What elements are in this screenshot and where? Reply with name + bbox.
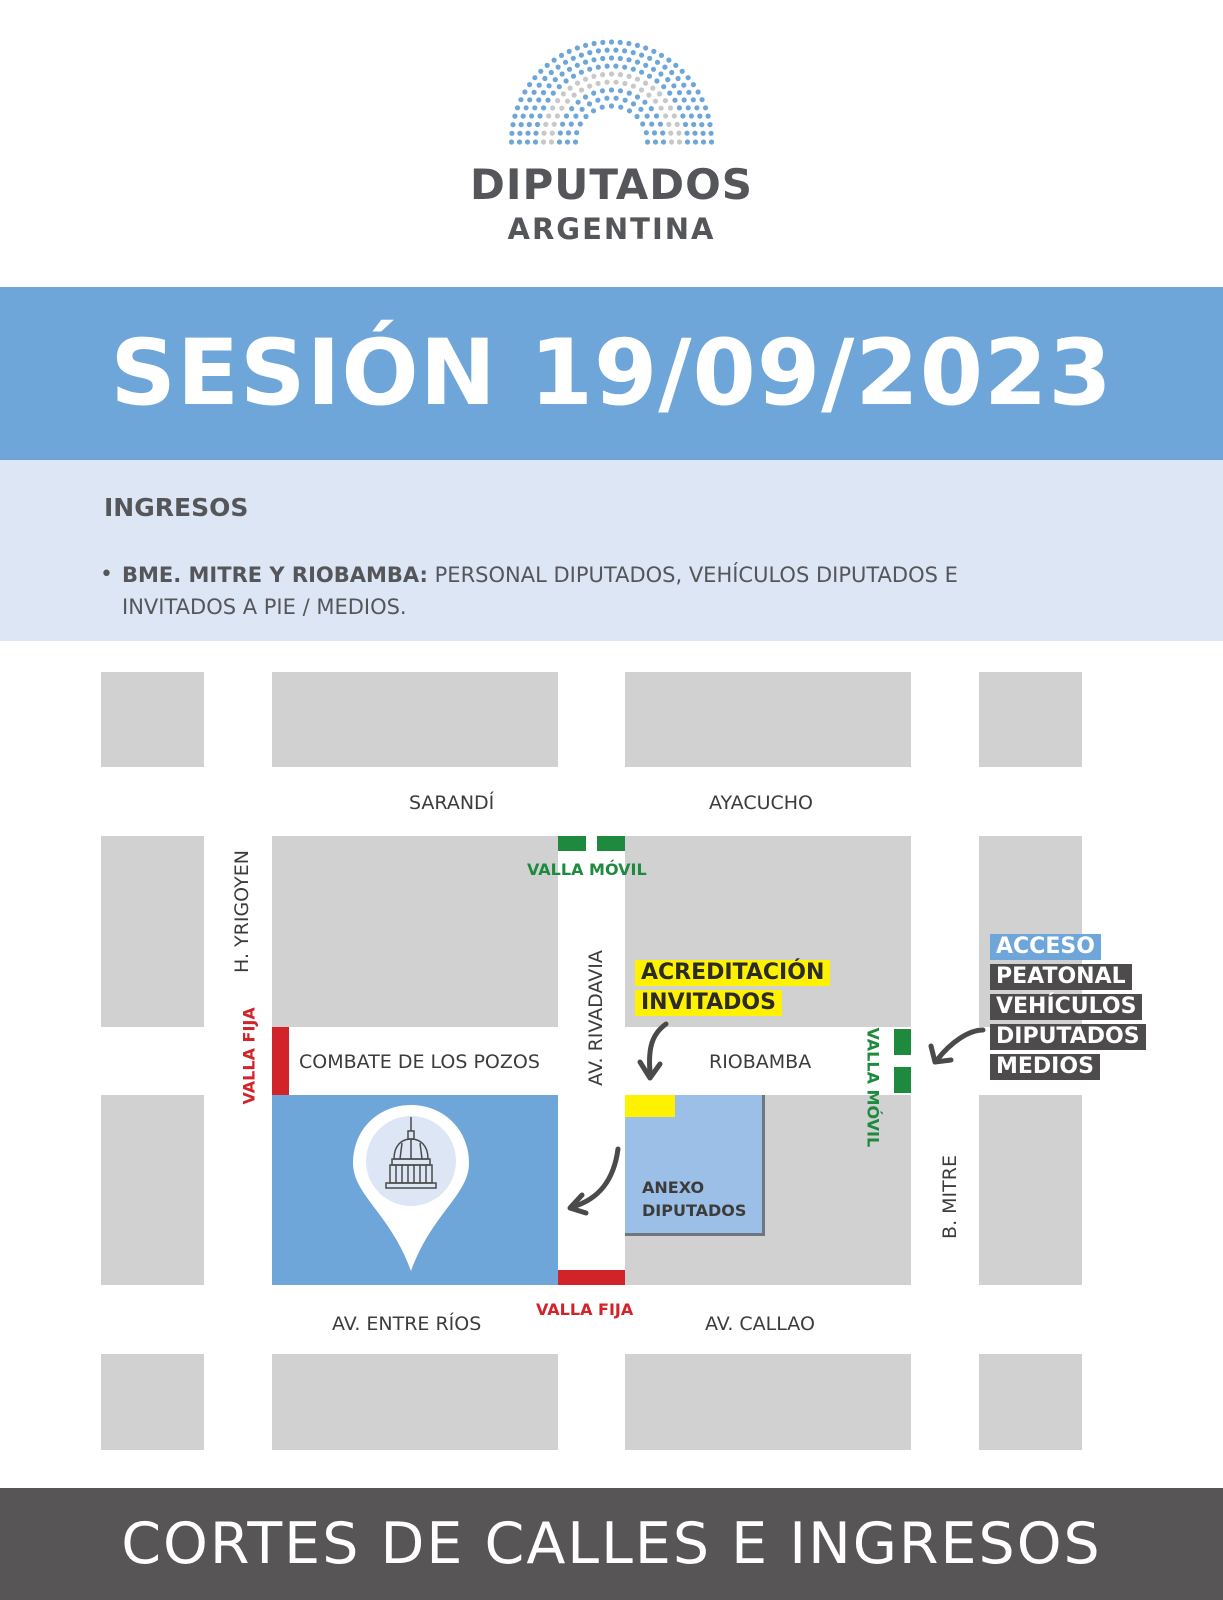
- logo-dot: [697, 114, 702, 119]
- logo-dot: [591, 91, 596, 96]
- acreditacion-label: [635, 958, 830, 1018]
- logo-dot: [626, 41, 631, 46]
- logo-dot: [560, 122, 565, 127]
- logo-dot: [532, 75, 537, 80]
- logo-dot: [673, 63, 678, 68]
- logo-dot: [683, 122, 688, 127]
- logo-dot: [659, 106, 664, 111]
- logo-dot: [622, 48, 627, 53]
- logo-dot: [522, 89, 527, 94]
- logo-dot: [575, 81, 580, 86]
- logo-dot: [653, 139, 658, 144]
- logo-dot: [692, 131, 697, 136]
- logo-dot: [618, 56, 623, 61]
- logo-dot: [627, 108, 632, 113]
- logo-dot: [596, 48, 601, 53]
- logo-dot: [571, 74, 576, 79]
- street-sarandi: SARANDÍ: [409, 792, 495, 814]
- logo-dot: [541, 105, 546, 110]
- logo-dot: [614, 96, 619, 101]
- logo-dot: [654, 78, 659, 83]
- acceso-item-vehiculos: VEHÍCULOS: [990, 994, 1142, 1020]
- logo-dot: [635, 60, 640, 65]
- logo-dot: [591, 74, 596, 79]
- logo-dot: [682, 97, 687, 102]
- logo-dot: [510, 122, 515, 127]
- block: [272, 1354, 558, 1450]
- logo-dot: [527, 97, 532, 102]
- logo-dot: [668, 105, 673, 110]
- logo-dot: [605, 64, 610, 69]
- logo-dot: [600, 40, 605, 45]
- logo-dot: [639, 53, 644, 58]
- street-mitre: B. MITRE: [939, 1155, 961, 1239]
- street-entre-rios: AV. ENTRE RÍOS: [332, 1313, 482, 1335]
- logo-dot: [533, 131, 538, 136]
- logo-dot: [538, 113, 543, 118]
- logo-dot: [676, 76, 681, 81]
- logo-dot: [549, 70, 554, 75]
- logo-dot: [618, 72, 623, 77]
- logo-dot: [659, 53, 664, 58]
- logo-dot: [686, 75, 691, 80]
- logo-dot: [631, 101, 636, 106]
- logo-dot: [565, 139, 570, 144]
- logo-dot: [515, 105, 520, 110]
- logo-dot: [559, 106, 564, 111]
- logo-dot: [573, 139, 578, 144]
- logo-dot: [677, 90, 682, 95]
- logo-dot: [546, 113, 551, 118]
- valla-movil-barrier-right-bottom: [894, 1067, 911, 1093]
- logo-dot: [651, 49, 656, 54]
- logo-dot: [655, 60, 660, 65]
- logo-dot: [709, 131, 714, 136]
- logo-dot: [609, 71, 614, 76]
- logo-dot: [652, 130, 657, 135]
- logo-dot: [575, 63, 580, 68]
- logo-dot: [517, 139, 522, 144]
- logo-dot: [681, 83, 686, 88]
- block: [101, 1354, 204, 1450]
- logo-dot: [519, 122, 524, 127]
- logo-dot: [569, 106, 574, 111]
- logo-dot: [639, 70, 644, 75]
- ingresos-heading: INGRESOS: [104, 493, 249, 522]
- logo-dot: [701, 131, 706, 136]
- logo-dot: [591, 108, 596, 113]
- logo-dot: [583, 114, 588, 119]
- logo-dot: [563, 60, 568, 65]
- logo-dot: [676, 131, 681, 136]
- valla-movil-barrier-right-top: [894, 1029, 911, 1055]
- ingresos-item-description: PERSONAL DIPUTADOS, VEHÍCULOS DIPUTADOS E INVITADOS A PIE / MEDIOS.: [122, 563, 958, 619]
- logo-dot: [647, 74, 652, 79]
- logo-dot: [543, 122, 548, 127]
- logo-dot: [575, 45, 580, 50]
- logo-dot: [604, 80, 609, 85]
- block: [101, 836, 204, 1027]
- logo-dot: [694, 105, 699, 110]
- logo-dot: [525, 131, 530, 136]
- logo-dot: [675, 122, 680, 127]
- logo-dot: [669, 70, 674, 75]
- logo-dot: [613, 48, 618, 53]
- block: [272, 672, 558, 767]
- logo-dot: [668, 131, 673, 136]
- footer-title: CORTES DE CALLES E INGRESOS: [121, 1511, 1102, 1577]
- arrow-icon: [560, 1143, 625, 1218]
- ingresos-item: [122, 559, 982, 623]
- logo-dot: [634, 114, 639, 119]
- logo-dot: [557, 139, 562, 144]
- logo-dot: [517, 131, 522, 136]
- logo-dot: [618, 88, 623, 93]
- logo-dot: [635, 77, 640, 82]
- acceso-item-diputados: DIPUTADOS: [990, 1024, 1146, 1050]
- logo-dot: [547, 83, 552, 88]
- valla-fija-label-bottom: VALLA FIJA: [536, 1300, 634, 1319]
- street-ayacucho: AYACUCHO: [709, 792, 813, 814]
- logo-dot: [622, 81, 627, 86]
- page-title: SESIÓN 19/09/2023: [110, 321, 1113, 426]
- block: [979, 672, 1082, 767]
- logo-dot: [662, 65, 667, 70]
- logo-dot: [706, 114, 711, 119]
- logo-dot: [631, 50, 636, 55]
- valla-movil-barrier-top-right: [597, 836, 625, 851]
- logo-dot: [635, 43, 640, 48]
- logo-dot: [618, 105, 623, 110]
- logo-dot: [640, 121, 645, 126]
- logo-dot: [572, 93, 577, 98]
- logo-dot: [645, 139, 650, 144]
- logo-dot: [537, 83, 542, 88]
- logo-dot: [691, 82, 696, 87]
- anexo-label: [642, 1176, 746, 1222]
- logo-dot: [509, 131, 514, 136]
- logo-dot: [533, 139, 538, 144]
- arrow-icon: [925, 1020, 987, 1072]
- logo-dot: [671, 83, 676, 88]
- logo-dot: [579, 53, 584, 58]
- location-pin-icon: [350, 1103, 472, 1273]
- logo-dot: [579, 70, 584, 75]
- logo-dot: [509, 139, 514, 144]
- logo-dot: [627, 91, 632, 96]
- logo-dot: [647, 56, 652, 61]
- brand-name: DIPUTADOS: [469, 160, 754, 209]
- logo-dot: [686, 105, 691, 110]
- logo-dot: [646, 93, 651, 98]
- logo-dot: [568, 86, 573, 91]
- block: [272, 836, 558, 1027]
- logo-dot: [587, 50, 592, 55]
- logo-dot: [672, 113, 677, 118]
- logo-dot: [600, 72, 605, 77]
- logo-dot: [643, 63, 648, 68]
- logo-dot: [569, 122, 574, 127]
- logo-dot: [669, 139, 674, 144]
- logo-dot: [658, 71, 663, 76]
- logo-dot: [545, 63, 550, 68]
- logo-dot: [658, 122, 663, 127]
- logo-dot: [635, 94, 640, 99]
- street-rivadavia: AV. RIVADAVIA: [585, 950, 607, 1086]
- logo-dot: [532, 105, 537, 110]
- logo-dot: [691, 97, 696, 102]
- logo-dot: [556, 65, 561, 70]
- logo-dot: [574, 130, 579, 135]
- logo-dot: [550, 105, 555, 110]
- logo-dot: [596, 65, 601, 70]
- logo-dot: [650, 86, 655, 91]
- logo-dot: [527, 122, 532, 127]
- street-combate-de-los-pozos: COMBATE DE LOS POZOS: [299, 1051, 540, 1073]
- logo-dot: [578, 121, 583, 126]
- logo-dot: [680, 113, 685, 118]
- logo-dot: [707, 122, 712, 127]
- logo-dot: [559, 53, 564, 58]
- logo-dot: [663, 113, 668, 118]
- logo-dot: [618, 40, 623, 45]
- logo-dot: [583, 77, 588, 82]
- logo-dot: [605, 48, 610, 53]
- logo-dot: [558, 130, 563, 135]
- logo-dot: [699, 122, 704, 127]
- logo-dot: [600, 56, 605, 61]
- logo-dot: [549, 139, 554, 144]
- bullet-icon: •: [100, 562, 113, 587]
- logo-dot: [567, 67, 572, 72]
- logo-dot: [604, 96, 609, 101]
- logo-dot: [657, 91, 662, 96]
- logo-dot: [551, 91, 556, 96]
- brand-country: ARGENTINA: [507, 212, 716, 246]
- logo-dot: [580, 107, 585, 112]
- logo-dot: [665, 77, 670, 82]
- logo-dot: [560, 71, 565, 76]
- block: [625, 1354, 911, 1450]
- logo-dot: [555, 98, 560, 103]
- logo-dot: [660, 130, 665, 135]
- logo-dot: [649, 106, 654, 111]
- anexo-label-line2: DIPUTADOS: [642, 1201, 747, 1220]
- logo-dot: [666, 58, 671, 63]
- logo-dot: [623, 98, 628, 103]
- logo-dot: [591, 57, 596, 62]
- logo-dot: [691, 122, 696, 127]
- street-callao: AV. CALLAO: [705, 1313, 815, 1335]
- street-yrigoyen: H. YRIGOYEN: [231, 850, 253, 973]
- logo-dot: [654, 113, 659, 118]
- logo-dot: [649, 122, 654, 127]
- logo-dot: [643, 45, 648, 50]
- logo-dot: [644, 130, 649, 135]
- logo-dot: [592, 41, 597, 46]
- logo-dot: [538, 69, 543, 74]
- logo-dot: [700, 97, 705, 102]
- logo-dot: [677, 105, 682, 110]
- logo-dot: [564, 113, 569, 118]
- logo-dot: [631, 67, 636, 72]
- logo-dot: [631, 84, 636, 89]
- logo-dot: [561, 91, 566, 96]
- logo-dot: [609, 87, 614, 92]
- logo-dot: [693, 139, 698, 144]
- acceso-title: ACCESO: [990, 934, 1101, 960]
- logo-dot: [672, 98, 677, 103]
- valla-fija-label-left: VALLA FIJA: [239, 1007, 259, 1105]
- acceso-label: [990, 932, 1146, 1082]
- logo-dot: [529, 113, 534, 118]
- logo-dot: [512, 114, 517, 119]
- logo-dot: [613, 64, 618, 69]
- logo-dot: [536, 97, 541, 102]
- anexo-label-line1: ANEXO: [642, 1178, 705, 1197]
- logo-dot: [553, 77, 558, 82]
- acceso-item-medios: MEDIOS: [990, 1054, 1100, 1080]
- logo-dot: [638, 107, 643, 112]
- logo-dot: [571, 56, 576, 61]
- logo-dot: [600, 105, 605, 110]
- logo-dot: [583, 43, 588, 48]
- logo-dot: [600, 88, 605, 93]
- logo-dot: [596, 81, 601, 86]
- street-riobamba: RIOBAMBA: [709, 1051, 812, 1073]
- block: [979, 1095, 1082, 1285]
- logo-dot: [686, 90, 691, 95]
- logo-dot: [643, 81, 648, 86]
- logo-dot: [532, 90, 537, 95]
- logo-dot: [579, 87, 584, 92]
- logo-dot: [609, 103, 614, 108]
- acreditacion-line1: ACREDITACIÓN: [635, 960, 830, 986]
- block: [979, 1354, 1082, 1450]
- logo-dot: [661, 139, 666, 144]
- logo-dot: [583, 94, 588, 99]
- logo-dot: [661, 84, 666, 89]
- logo-dot: [583, 60, 588, 65]
- logo-dot: [518, 97, 523, 102]
- logo-dot: [587, 67, 592, 72]
- logo-dot: [565, 99, 570, 104]
- logo-dot: [545, 98, 550, 103]
- block: [101, 1095, 204, 1285]
- block: [625, 672, 911, 767]
- logo-dot: [609, 39, 614, 44]
- logo-dot: [609, 55, 614, 60]
- logo-dot: [552, 58, 557, 63]
- logo-dot: [542, 76, 547, 81]
- logo-dot: [642, 100, 647, 105]
- logo-dot: [626, 57, 631, 62]
- logo-dot: [535, 122, 540, 127]
- logo-dot: [541, 139, 546, 144]
- valla-fija-barrier-bottom: [558, 1270, 625, 1285]
- logo-dot: [521, 114, 526, 119]
- acreditacion-line2: INVITADOS: [635, 990, 782, 1016]
- logo-dot: [622, 65, 627, 70]
- valla-movil-label-right: VALLA MÓVIL: [863, 1027, 883, 1148]
- logo-dot: [645, 114, 650, 119]
- logo-dot: [542, 131, 547, 136]
- logo-dot: [701, 139, 706, 144]
- logo-dot: [677, 139, 682, 144]
- logo-dot: [651, 67, 656, 72]
- logo-dot: [550, 131, 555, 136]
- logo-dot: [639, 87, 644, 92]
- logo-dot: [566, 130, 571, 135]
- ingresos-item-location: BME. MITRE Y RIOBAMBA:: [122, 563, 428, 587]
- valla-fija-barrier-left: [272, 1027, 289, 1095]
- logo-dot: [595, 98, 600, 103]
- valla-movil-label-top: VALLA MÓVIL: [527, 860, 647, 879]
- block: [101, 672, 204, 767]
- logo-dot: [557, 84, 562, 89]
- logo-dot: [541, 90, 546, 95]
- acceso-item-peatonal: PEATONAL: [990, 964, 1132, 990]
- logo-dot: [587, 84, 592, 89]
- logo-dot: [567, 49, 572, 54]
- logo-dot: [627, 74, 632, 79]
- logo-dot: [564, 78, 569, 83]
- logo-dot: [666, 122, 671, 127]
- logo-dot: [613, 80, 618, 85]
- logo-dot: [653, 99, 658, 104]
- arrow-icon: [630, 1020, 680, 1085]
- congress-logo: [480, 30, 743, 150]
- logo-dot: [527, 82, 532, 87]
- acreditacion-marker: [625, 1095, 675, 1117]
- logo-dot: [703, 105, 708, 110]
- logo-dot: [587, 101, 592, 106]
- logo-dot: [684, 131, 689, 136]
- logo-dot: [696, 89, 701, 94]
- logo-dot: [680, 69, 685, 74]
- logo-dot: [685, 139, 690, 144]
- logo-dot: [525, 139, 530, 144]
- logo-dot: [576, 100, 581, 105]
- logo-dot: [552, 122, 557, 127]
- logo-dot: [689, 113, 694, 118]
- logo-dot: [573, 114, 578, 119]
- logo-dot: [663, 98, 668, 103]
- valla-movil-barrier-top-left: [558, 836, 586, 851]
- logo-dot: [667, 91, 672, 96]
- logo-dot: [524, 105, 529, 110]
- logo-dot: [709, 139, 714, 144]
- logo-dot: [555, 113, 560, 118]
